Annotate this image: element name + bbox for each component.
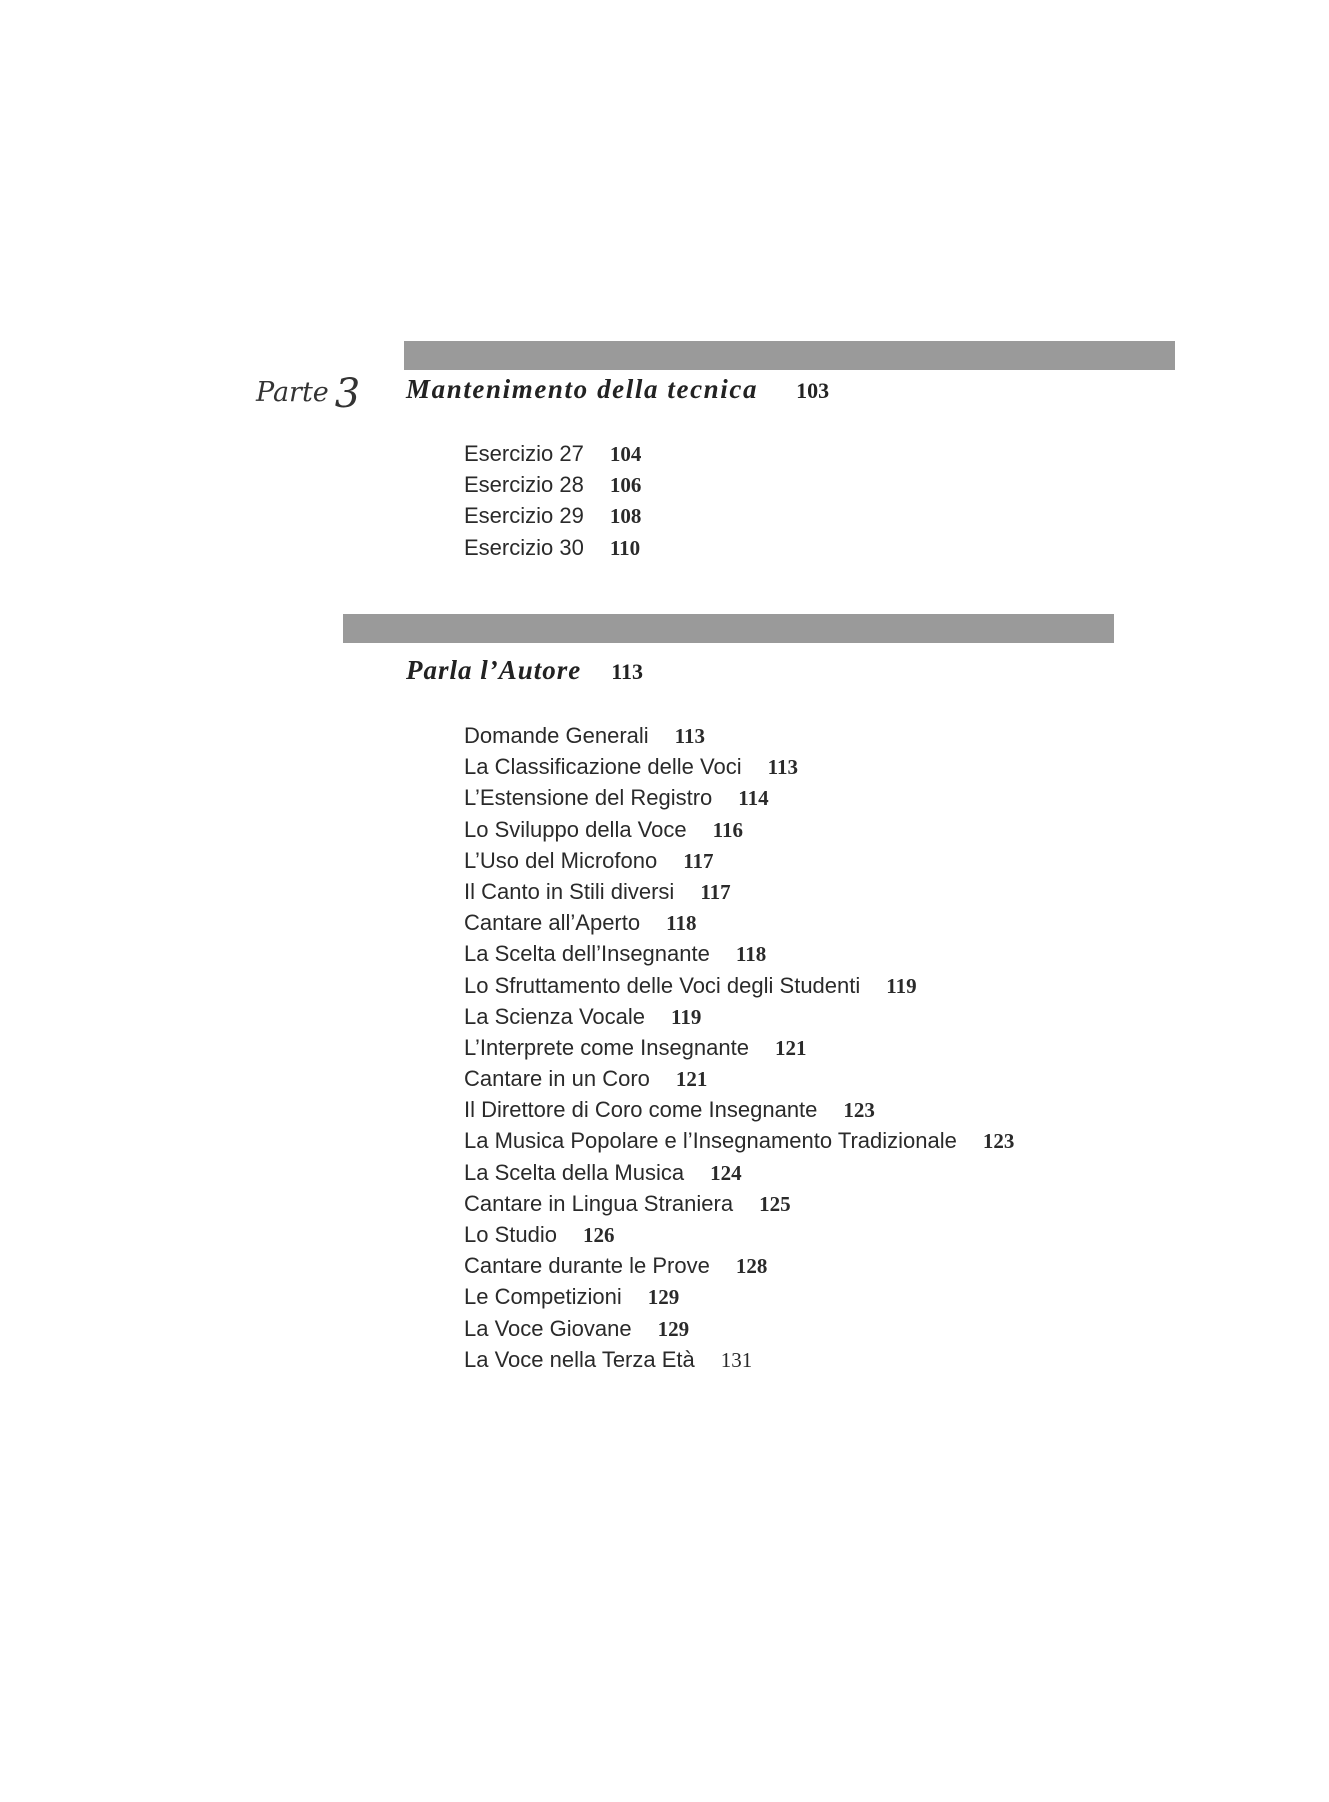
toc-entry-label: L’Estensione del Registro <box>464 785 713 811</box>
toc-entry-page: 121 <box>675 1067 708 1092</box>
toc-entry[interactable] <box>464 751 1014 782</box>
section-1-title: Mantenimento della tecnica <box>406 374 759 404</box>
toc-entry[interactable] <box>464 1250 1014 1281</box>
toc-entry-label: Cantare all’Aperto <box>464 910 641 936</box>
toc-entry-label: Cantare in un Coro <box>464 1066 650 1092</box>
toc-entry-label: Esercizio 28 <box>464 472 584 498</box>
toc-entry[interactable] <box>464 1219 1014 1250</box>
toc-entry[interactable] <box>464 532 641 563</box>
toc-entry-page: 131 <box>720 1347 753 1372</box>
toc-entry-label: La Musica Popolare e l’Insegnamento Tradizionale <box>464 1128 957 1154</box>
toc-entry-page: 126 <box>582 1223 615 1247</box>
section-1-header-bar <box>404 341 1175 370</box>
toc-entry[interactable] <box>464 1001 1014 1032</box>
toc-entry-page: 106 <box>609 473 642 498</box>
toc-entry[interactable] <box>464 469 641 500</box>
toc-entry-page: 113 <box>674 724 706 748</box>
section-2-header-bar <box>343 614 1114 643</box>
toc-entry-page: 116 <box>712 817 743 842</box>
toc-entry-label: Lo Sfruttamento delle Voci degli Studenti <box>464 972 861 998</box>
toc-entry[interactable] <box>464 1157 1014 1188</box>
toc-entry-label: La Classificazione delle Voci <box>464 754 742 780</box>
toc-entry-label: La Scelta della Musica <box>464 1159 685 1185</box>
toc-entry-page: 123 <box>982 1129 1015 1154</box>
toc-entry-page: 110 <box>609 535 641 560</box>
toc-entry-label: Lo Sviluppo della Voce <box>464 816 687 842</box>
toc-entry[interactable] <box>464 782 1014 813</box>
section-2-entries <box>464 720 1014 1375</box>
toc-entry[interactable] <box>464 938 1014 969</box>
toc-entry-label: La Voce nella Terza Età <box>464 1346 695 1372</box>
toc-entry-page: 108 <box>609 504 642 529</box>
toc-entry[interactable] <box>464 1313 1014 1344</box>
toc-entry-label: La Scelta dell’Insegnante <box>464 941 710 967</box>
toc-entry-page: 117 <box>683 848 714 873</box>
part-word: Parte <box>256 377 329 408</box>
toc-entry-label: L’Uso del Microfono <box>464 847 658 873</box>
toc-entry-label: Esercizio 30 <box>464 534 584 560</box>
section-2-title: Parla l’Autore <box>406 655 582 685</box>
section-1-entries <box>464 438 641 563</box>
section-1-heading[interactable] <box>406 374 829 405</box>
toc-entry[interactable] <box>464 1032 1014 1063</box>
toc-entry-page: 121 <box>774 1035 807 1060</box>
toc-entry-label: La Voce Giovane <box>464 1315 632 1341</box>
toc-entry-page: 117 <box>700 879 731 904</box>
toc-entry[interactable] <box>464 1281 1014 1312</box>
toc-entry-page: 123 <box>843 1098 875 1123</box>
toc-entry[interactable] <box>464 970 1014 1001</box>
toc-entry-page: 129 <box>647 1285 680 1310</box>
part-number: 3 <box>334 371 361 417</box>
toc-entry[interactable] <box>464 1344 1014 1375</box>
toc-entry-label: Esercizio 29 <box>464 503 584 529</box>
toc-entry-label: L’Interprete come Insegnante <box>464 1034 749 1060</box>
section-2-page: 113 <box>611 659 644 684</box>
section-1-page: 103 <box>796 378 830 403</box>
toc-entry[interactable] <box>464 907 1014 938</box>
toc-entry-label: Esercizio 27 <box>464 441 584 466</box>
section-2-heading[interactable] <box>406 655 643 686</box>
toc-entry-page: 129 <box>657 1316 690 1341</box>
toc-entry-page: 128 <box>735 1254 768 1279</box>
toc-entry-page: 119 <box>671 1004 702 1029</box>
toc-entry[interactable] <box>464 1125 1014 1156</box>
toc-entry[interactable] <box>464 720 1014 751</box>
toc-entry-label: Il Direttore di Coro come Insegnante <box>464 1097 818 1123</box>
toc-entry-label: Il Canto in Stili diversi <box>464 878 675 904</box>
toc-entry-page: 104 <box>609 442 642 466</box>
toc-entry-page: 114 <box>738 786 769 811</box>
toc-entry-label: Cantare durante le Prove <box>464 1253 710 1279</box>
toc-entry-page: 118 <box>735 942 767 967</box>
part-label <box>256 371 360 417</box>
toc-entry[interactable] <box>464 1094 1014 1125</box>
toc-entry[interactable] <box>464 1188 1014 1219</box>
toc-entry-label: Domande Generali <box>464 723 649 748</box>
toc-entry-page: 124 <box>710 1160 742 1185</box>
toc-entry-page: 118 <box>666 911 697 936</box>
toc-entry-label: Cantare in Lingua Straniera <box>464 1190 734 1216</box>
toc-entry[interactable] <box>464 845 1014 876</box>
toc-entry-label: Lo Studio <box>464 1222 557 1247</box>
toc-entry[interactable] <box>464 876 1014 907</box>
toc-entry-label: La Scienza Vocale <box>464 1003 646 1029</box>
toc-entry-page: 113 <box>767 755 798 780</box>
toc-entry-page: 125 <box>759 1191 791 1216</box>
toc-entry[interactable] <box>464 500 641 531</box>
toc-entry-page: 119 <box>886 973 917 998</box>
toc-entry[interactable] <box>464 814 1014 845</box>
toc-entry[interactable] <box>464 438 641 469</box>
toc-entry-label: Le Competizioni <box>464 1284 622 1310</box>
toc-entry[interactable] <box>464 1063 1014 1094</box>
